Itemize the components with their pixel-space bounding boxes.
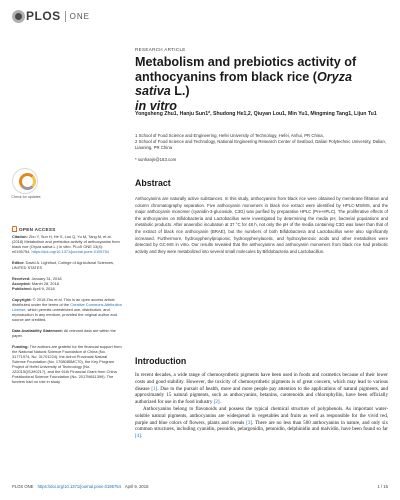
intro-paragraph-1: In recent decades, a wide range of chemosynthetic pigments have been used in foods and cosmetics because of their lower costs and good stability. However, the toxicity of chemosynthetic pigments is of great concern, which may lead to various disease [1]. Due to the pursuit of health, more and more people pay attention to the applications of natural pigments, and approximately 15 natural pigments, such as anthocyanins, betanins, carotenoids and chlorophyllin, have been officially authorized for use in the food industry [2]. <box>135 372 388 406</box>
citation-block: Citation: Zhu Y, Sun H, He S, Lou Q, Yu M, Tang M, et al. (2018) Metabolism and prebiotics activity of anthocyanins from black rice (Oryza sativa L.) in vitro. PLoS ONE 13(4): e0195754. https://doi.org/10.1371/journal.pone.0195754 <box>12 234 120 254</box>
reference-link[interactable]: [4] <box>135 433 141 440</box>
received-block: Received: January 31, 2018 <box>12 276 62 281</box>
published-block: Published: April 9, 2018 <box>12 286 55 291</box>
reference-link[interactable]: [1] <box>151 385 158 392</box>
plos-one-logo <box>12 9 90 23</box>
introduction-heading: Introduction <box>135 356 187 366</box>
abstract-text: Anthocyanins are naturally active substances. In this study, anthocyanins from black rice were obtained by membrane filtration and column chromatography separation. Five anthocyanin monomers in black rice extract were identified by HPLC-MS/MS, and the major anthocyanin monomer (cyanidin-3-glucoside, C3G) was purified by preparative HPLC (Pre-HPLC). The proliferative effects of the anthocyanins on Bifidobacteria and Lactobacillus were investigated by determining the media pH, bacterial populations and metabolic products. After anaerobic incubation at 37 °C for 48 h, not only the pH of the media containing C3G was lower than that of the extract of black rice anthocyanin (BRAE), but the numbers of both Bifidobacteria and Lactobacillus were also significantly increased. Furthermore, hydroxyphenylpropionic, hydroxyphenylacetic, and hydroxybenzoic acids and other metabolites were detected by GC-MS in vitro. Our results revealed that the anthocyanins and anthocyanin monomers from black rice had prebiotic activity and they were metabolized into several small molecules by Bifidobacteria and Lactobacillus. <box>135 196 388 254</box>
affiliations <box>135 133 390 151</box>
affiliation-2: 2 School of Food Science and Technology, National Engineering Research Center of Seafood, Dalian Polytechnic University, Dalian, Liaoning, PR China <box>135 139 387 150</box>
abstract-heading: Abstract <box>135 178 171 188</box>
intro-paragraph-2: Anthocyanins belong to flavonoids and possess the typical chemical structure of polyphenols. As important water-soluble natural pigments, anthocyanins are widespread in vegetables and fruits as well as responsible for the vivid red, purple and blue colors of flowers, plants and cereals [3]. There are no less than 500 anthocyanins in nature, and only six common structures, including cyanidin, peonidin, pelargonidin, petunidin, delphinidin and malvidin, have been found so far [4]. <box>135 405 388 440</box>
title-part-3: in vitro <box>135 98 177 113</box>
open-access-label: OPEN ACCESS <box>12 226 122 232</box>
reference-link[interactable]: [3] <box>246 419 253 426</box>
introduction-text <box>135 372 388 440</box>
funding-block: Funding: The authors are grateful for the financial support from the National Natural Science Foundation of China (No. 31771974, No. 31701224), the Anhui Provincial Natural Science Foundation (No. 1708085MC70), the Key Program Project of Hefei University of Technology (No. JZ2015QSJH0217), and the 61th Financial Grant from China Postdoctoral Science Foundation (No. 2017M611399). The funders had no role in study <box>12 344 122 384</box>
plos-logo-icon <box>12 10 25 23</box>
page-number: 1 / 15 <box>377 484 388 489</box>
accepted-block: Accepted: March 28, 2018 <box>12 281 59 286</box>
page-footer <box>12 484 388 489</box>
license-link[interactable]: Creative Commons Attribution License <box>12 302 122 312</box>
logo-brand: PLOS <box>26 9 61 23</box>
citation-doi-link[interactable]: https://doi.org/10.1371/journal.pone.0195754 <box>31 249 109 254</box>
open-lock-icon <box>12 226 17 232</box>
reference-link[interactable]: [2] <box>213 399 220 406</box>
crossmark-icon <box>12 168 38 194</box>
copyright-block: Copyright: © 2018 Zhu et al. This is an open access article distributed under the terms of the Creative Commons Attribution License, which permits unrestricted use, distribution, and reproduction in any medium, provided the original author and source are credited. <box>12 297 122 322</box>
title-species: Oryza sativa <box>135 69 352 98</box>
article-type: RESEARCH ARTICLE <box>135 47 186 52</box>
author-list: Yongsheng Zhu1, Hanju Sun1*, Shudong He1,2, Qiuyan Lou1, Min Yu1, Mingming Tang1, Lijun Tu1 <box>135 111 377 117</box>
footer-journal: PLOS ONE <box>12 484 34 489</box>
logo-divider <box>65 11 66 22</box>
corresponding-email[interactable]: * sunhanjn@163.com <box>135 157 177 162</box>
article-sidebar <box>12 226 122 390</box>
article-title <box>135 55 385 113</box>
footer-left <box>12 484 151 489</box>
footer-doi-link[interactable]: https://doi.org/10.1371/journal.pone.0195754 <box>37 484 121 489</box>
footer-date: April 9, 2018 <box>124 484 149 489</box>
title-part-2: L.) <box>170 84 190 98</box>
affiliation-1: 1 School of Food Science and Engineering, Hefei University of Technology, Hefei, Anhui, PR China, <box>135 133 324 138</box>
badge-label: Check for updates <box>11 195 41 199</box>
editor-block: Editor: David A. Lightfoot, College of Agricultural Sciences, UNITED STATES <box>12 260 115 270</box>
check-for-updates-badge[interactable] <box>11 168 41 204</box>
logo-journal: ONE <box>69 11 91 21</box>
data-availability-block: Data Availability Statement: All relevant data are within the paper. <box>12 328 116 338</box>
title-part-1: Metabolism and prebiotics activity of anthocyanins from black rice ( <box>135 55 357 84</box>
